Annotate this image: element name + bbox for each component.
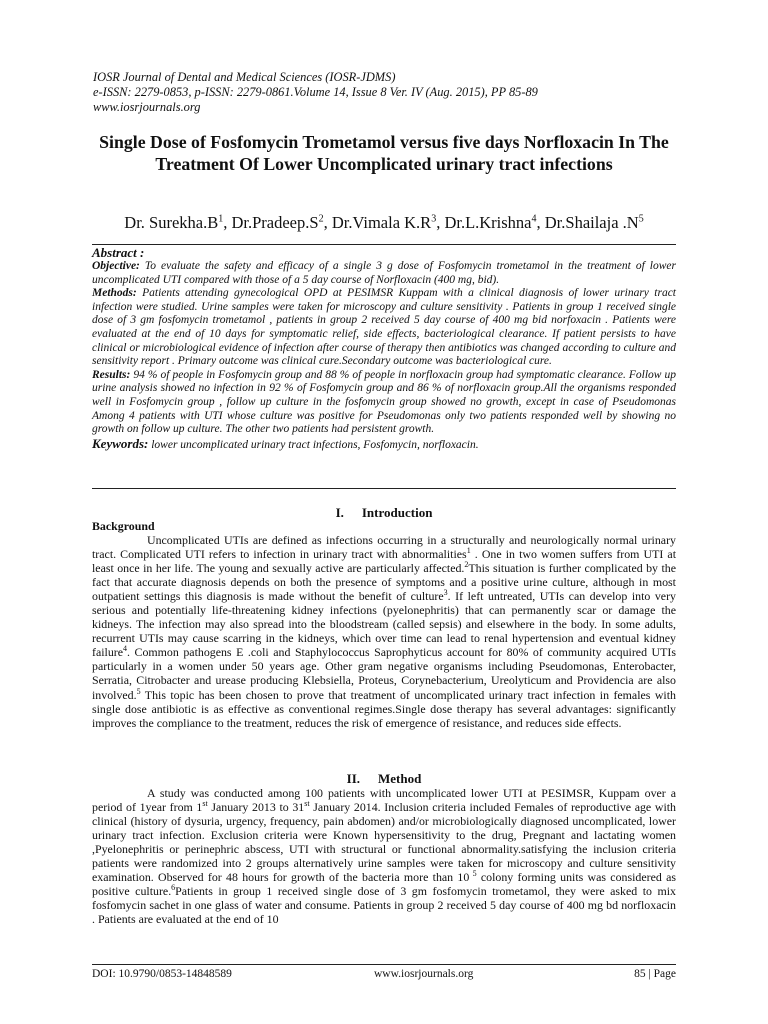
author: Dr.Shailaja $.N^5$ — [544, 212, 644, 232]
section-heading-introduction: I. Introduction — [335, 505, 433, 520]
journal-website: www.iosrjournals.org — [93, 100, 201, 114]
abstract-objective: Objective: To evaluate the safety and efficacy of a single 3 g dose of Fosfomycin trometamol in the treatment of lower uncomplicated UTI compared with those of a 5 day course of Norfloxacin (400 mg, bid). — [92, 260, 676, 286]
keywords: Keywords: lower uncomplicated urinary tract infections, Fosfomycin, norfloxacin. — [92, 435, 479, 451]
method-body — [92, 786, 676, 926]
introduction-body — [92, 533, 676, 730]
author: Dr.L.Krishna$^4$, — [444, 212, 545, 232]
abstract-heading: Abstract : — [92, 245, 145, 260]
paper-title: Single Dose of Fosfomycin Trometamol versus five days Norfloxacin In The Treatment Of Lower Uncomplicated urinary tract infections — [99, 132, 669, 174]
footer-website: www.iosrjournals.org — [374, 968, 474, 980]
subsection-heading-background: Background — [92, 519, 155, 533]
author: Dr. $Surekha.B^1$, — [124, 212, 232, 232]
journal-header — [93, 70, 693, 115]
section-heading-method: II. Method — [346, 771, 422, 786]
author: Dr.Vimala $K.R^3$, — [331, 212, 445, 232]
abstract-methods: Methods: Patients attending gynecological OPD at PESIMSR Kuppam with a clinical diagnosis of lower urinary tract infection were studied. Urine samples were taken for microscopy and culture sensitivity . Patients in group 1 received single dose of 3 gm fosfomycin trometamol , patients in group 2 received 5 day course of 400 mg bid norfoxacin . Patients were evaluated at the end of 10 days for symptomatic relief, side effects, bacteriological clearance. If patient persists to have clinical or microbiological evidence of infection after course of therapy then antibiotics was changed according to culture and sensitivity report . Primary outcome was clinical cure.Secondary outcome was bacteriological cure. — [92, 287, 676, 368]
abstract — [92, 245, 676, 452]
footer-doi: DOI: 10.9790/0853-14848589 — [92, 968, 232, 980]
abstract-results: Results: 94 % of people in Fosfomycin group and 88 % of people in norfloxacin group had symptomatic clearance. Follow up urine analysis showed no infection in 92 % of Fosfomycin group and 86 % of norfloxacin group.All the organisms responded well in Fosfomycin group , follow up culture in the fosfomycin group showed no growth, except in case of Pseudomonas Among 4 patients with UTI whose culture was positive for Pseudomonas only two patients responded well by showing no growth on follow up culture. The other two patients had persistent growth. — [92, 368, 676, 436]
author-list — [60, 209, 708, 233]
author: $Dr.Pradeep.S^2$, — [231, 212, 332, 232]
journal-name: IOSR Journal of Dental and Medical Sciences (IOSR-JDMS) — [93, 70, 396, 84]
footer-page-number: 85 | Page — [634, 968, 676, 980]
footer-rule — [92, 964, 676, 965]
abstract-bottom-rule — [92, 488, 676, 489]
journal-issn: e-ISSN: 2279-0853, p-ISSN: 2279-0861.Volume 14, Issue 8 Ver. IV (Aug. 2015), PP 85-89 — [93, 85, 538, 99]
paragraph: Uncomplicated UTIs are defined as infections occurring in a structurally and neurologically normal urinary tract. Complicated UTI refers to infection in urinary tract with abnormalities$^1$ . One in two women suffers from UTI at least once in her life. The young and sexually active are particularly affected.$^2$This situation is further complicated by the fact that accurate diagnosis depends on both the presence of symptoms and a positive urine culture, although in most outpatient settings this diagnosis is made without the benefit of culture$^3$. If left untreated, UTIs can develop into very serious and potentially life-threatening kidney infections (pyelonephritis) that can permanently scar or damage the kidneys. The infection may also spread into the bloodstream (called sepsis) and elsewhere in the body. In some adults, recurrent UTIs may cause scarring in the kidneys, which over time can lead to renal hypertension and eventual kidney failure$^4$. Common pathogens E .coli and Staphylococcus Saprophyticus account for 80% of community acquired UTIs particularly in a women under 50 years age. Other gram negative organisms including Pseudomonas, Enterobacter, Serratia, Citrobacter and urease producing Klebsiella, Proteus, Corynebacterium, Ureolyticum and Providencia are also involved.$^5$ This topic has been chosen to prove that treatment of uncomplicated urinary tract infection in females with single dose antibiotic is as effective as conventional regimes.Single dose therapy has several advantages: significantly improves the compliance to the treatment, reduces the risk of emergence of resistance, and reduces side effects. — [92, 533, 676, 730]
paragraph: A study was conducted among 100 patients with uncomplicated lower UTI at PESIMSR, Kuppam over a period of 1year from 1st January 2013 to 31st January 2014. Inclusion criteria included Females of reproductive age with clinical (history of dysuria, urgency, frequency, pain abdomen) and/or microbiologically diagnosed uncomplicated, lower urinary tract infection. Exclusion criteria were Known hypersensitivity to the drug, Pregnant and lactating women ,Pyelonephritis or perinephric abscess, UTI with structural or functional abnormality.satisfying the inclusion criteria patients were randomized into 2 groups alternatively urine samples were taken for microscopy and culture sensitivity examination. Observed for 48 hours for growth of the bacteria more than 10 $^5$ colony forming units was considered as positive culture.$^6$Patients in group 1 received single dose of 3 gm fosfomycin trometamol, they were asked to mix fosfomycin sachet in one glass of water and consume. Patients in group 2 received 5 day course of 400 mg bd norfloxacin . Patients are evaluated at the end of 10 — [92, 786, 677, 927]
